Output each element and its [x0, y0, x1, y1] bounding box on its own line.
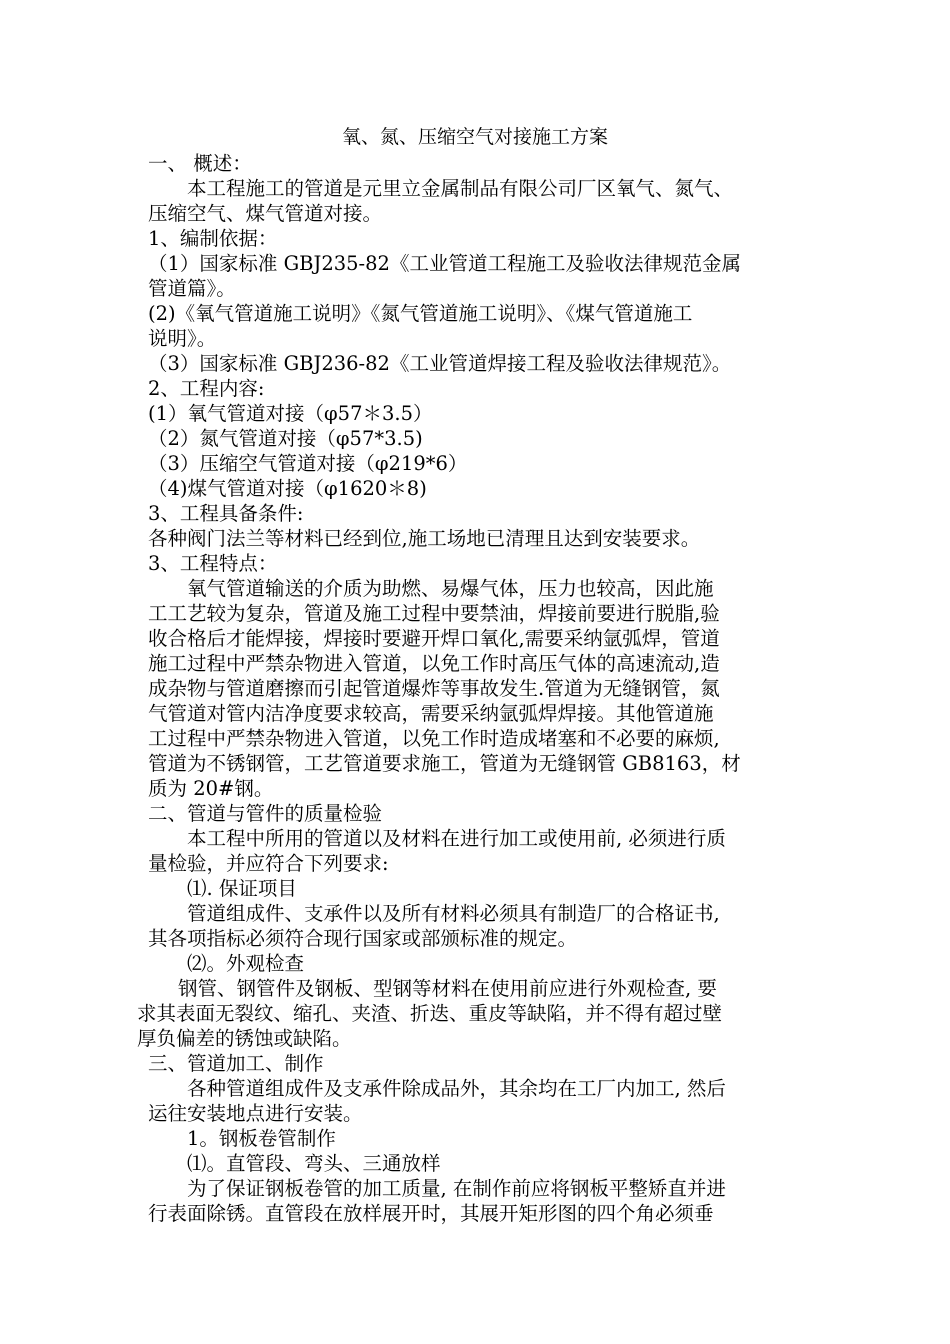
subsection-heading: 2、工程内容:: [148, 377, 265, 400]
list-item: (2)《氧气管道施工说明》《氮气管道施工说明》、《煤气管道施工: [148, 302, 693, 325]
paragraph-line: 压缩空气、煤气管道对接。: [148, 202, 383, 225]
paragraph-line: 气管道对管内洁净度要求较高，需要采纳氩弧焊焊接。其他管道施: [148, 702, 714, 725]
list-item: (1）氧气管道对接（φ57＊3.5）: [148, 402, 433, 425]
paragraph-line: 施工过程中严禁杂物进入管道，以免工作时高压气体的高速流动,造: [148, 652, 720, 675]
paragraph-line: 本工程施工的管道是元里立金属制品有限公司厂区氧气、氮气、: [187, 177, 734, 200]
list-item: （4)煤气管道对接（φ1620＊8): [148, 477, 427, 500]
paragraph-line: 质为 20#钢。: [148, 777, 274, 800]
list-item: 管道篇》。: [148, 277, 236, 300]
list-item: （1）国家标准 GBJ235-82《工业管道工程施工及验收法律规范金属: [148, 252, 741, 275]
section-3-heading: 三、管道加工、制作: [148, 1052, 324, 1075]
list-item: 说明》。: [148, 327, 217, 350]
paragraph-line: 各种阀门法兰等材料已经到位,施工场地已清理且达到安装要求。: [148, 527, 701, 550]
subsection-heading: ⑵。外观检查: [187, 952, 305, 975]
paragraph-line: 本工程中所用的管道以及材料在进行加工或使用前, 必须进行质: [187, 827, 726, 850]
subsection-heading: 3、工程具备条件:: [148, 502, 304, 525]
paragraph-line: 收合格后才能焊接，焊接时要避开焊口氧化,需要采纳氩弧焊，管道: [148, 627, 720, 650]
section-1-heading: 一、 概述：: [148, 152, 252, 175]
paragraph-line: 管道组成件、支承件以及所有材料必须具有制造厂的合格证书,: [187, 902, 720, 925]
list-item: （3）国家标准 GBJ236-82《工业管道焊接工程及验收法律规范》。: [148, 352, 732, 375]
section-2-heading: 二、管道与管件的质量检验: [148, 802, 383, 825]
paragraph-line: 厚负偏差的锈蚀或缺陷。: [137, 1027, 352, 1050]
list-item: （3）压缩空气管道对接（φ219*6）: [148, 452, 468, 475]
subsection-heading: 1、编制依据：: [148, 227, 278, 250]
paragraph-line: 各种管道组成件及支承件除成品外，其余均在工厂内加工, 然后: [187, 1077, 726, 1100]
paragraph-line: 成杂物与管道磨擦而引起管道爆炸等事故发生.管道为无缝钢管，氮: [148, 677, 720, 700]
paragraph-line: 行表面除锈。直管段在放样展开时，其展开矩形图的四个角必须垂: [148, 1202, 714, 1225]
paragraph-line: 求其表面无裂纹、缩孔、夹渣、折迭、重皮等缺陷，并不得有超过壁: [137, 1002, 723, 1025]
paragraph-line: 钢管、钢管件及钢板、型钢等材料在使用前应进行外观检查, 要: [178, 977, 717, 1000]
paragraph-line: 工工艺较为复杂，管道及施工过程中要禁油，焊接前要进行脱脂,验: [148, 602, 720, 625]
subsection-heading: 3、工程特点：: [148, 552, 278, 575]
list-item: （2）氮气管道对接（φ57*3.5): [148, 427, 423, 450]
subsection-heading: 1。钢板卷管制作: [187, 1127, 336, 1150]
paragraph-line: 工过程中严禁杂物进入管道，以免工作时造成堵塞和不必要的麻烦,: [148, 727, 720, 750]
paragraph-line: 量检验，并应符合下列要求:: [148, 852, 389, 875]
subsection-heading: ⑴. 保证项目: [187, 877, 297, 900]
paragraph-line: 氧气管道输送的介质为助燃、易爆气体，压力也较高，因此施: [187, 577, 714, 600]
paragraph-line: 运往安装地点进行安装。: [148, 1102, 363, 1125]
paragraph-line: 其各项指标必须符合现行国家或部颁标准的规定。: [148, 927, 578, 950]
paragraph-line: 为了保证钢板卷管的加工质量, 在制作前应将钢板平整矫直并进: [187, 1177, 726, 1200]
document-title: 氧、氮、压缩空气对接施工方案: [341, 126, 608, 148]
paragraph-line: 管道为不锈钢管，工艺管道要求施工，管道为无缝钢管 GB8163，材: [148, 752, 741, 775]
subsection-heading: ⑴。直管段、弯头、三通放样: [187, 1152, 441, 1175]
